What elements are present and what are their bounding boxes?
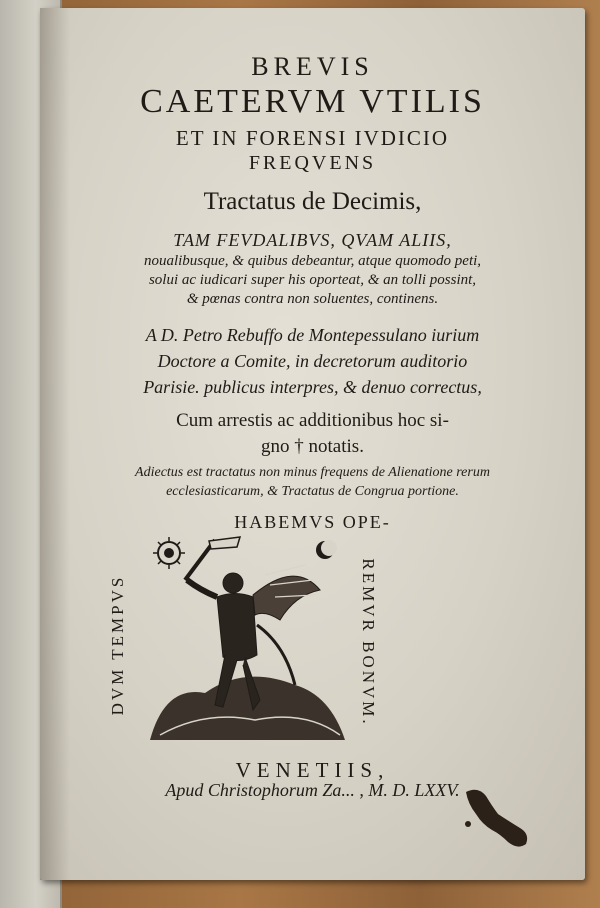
printer-motto-top: HABEMVS OPE- bbox=[234, 512, 391, 532]
subtitle-line-solui: solui ac iudicari super his oporteat, & an tolli possint, bbox=[148, 272, 477, 288]
ink-stain bbox=[458, 784, 534, 854]
author-line-doctore: Doctore a Comite, in decretorum auditorio bbox=[157, 351, 468, 371]
time-figure bbox=[185, 537, 320, 710]
title-line-frequens: FREQVENS bbox=[248, 152, 377, 174]
title-line-forensi-iudicio: ET IN FORENSI IVDICIO bbox=[175, 126, 450, 150]
title-line-brevis: BREVIS bbox=[251, 52, 374, 81]
printer-motto-left: DVM TEMPVS bbox=[108, 574, 127, 716]
additions-line-2: gno † notatis. bbox=[261, 436, 364, 457]
subtitle-line-noualibusque: noualibusque, & quibus debeantur, atque quomodo peti, bbox=[143, 253, 482, 269]
printer-motto-right: REMVR BONVM. bbox=[359, 558, 378, 727]
imprint-place: VENETIIS, bbox=[235, 758, 390, 782]
subtitle-line-poenas: & pœnas contra non soluentes, continens. bbox=[186, 291, 439, 307]
author-line-rebuffo: A D. Petro Rebuffo de Montepessulano iurium bbox=[145, 325, 480, 345]
additions-line-1: Cum arrestis ac additionibus hoc si- bbox=[176, 410, 449, 431]
title-line-tractatus: Tractatus de Decimis, bbox=[203, 188, 422, 215]
sun-icon bbox=[153, 537, 185, 569]
moon-icon bbox=[316, 540, 337, 559]
imprint-printer-date: Apud Christophorum Za... , M. D. LXXV. bbox=[165, 780, 460, 800]
appendix-line-1: Adiectus est tractatus non minus frequens de Alienatione rerum bbox=[135, 465, 490, 480]
subtitle-line-feudalibus: TAM FEVDALIBVS, QVAM ALIIS, bbox=[173, 230, 452, 250]
appendix-line-2: ecclesiasticarum, & Tractatus de Congrua portione. bbox=[166, 484, 459, 499]
title-line-caeterum-utilis: CAETERVM VTILIS bbox=[140, 83, 485, 120]
printers-device-woodcut bbox=[145, 535, 350, 750]
author-line-parisie: Parisie. publicus interpres, & denuo correctus, bbox=[143, 377, 482, 397]
